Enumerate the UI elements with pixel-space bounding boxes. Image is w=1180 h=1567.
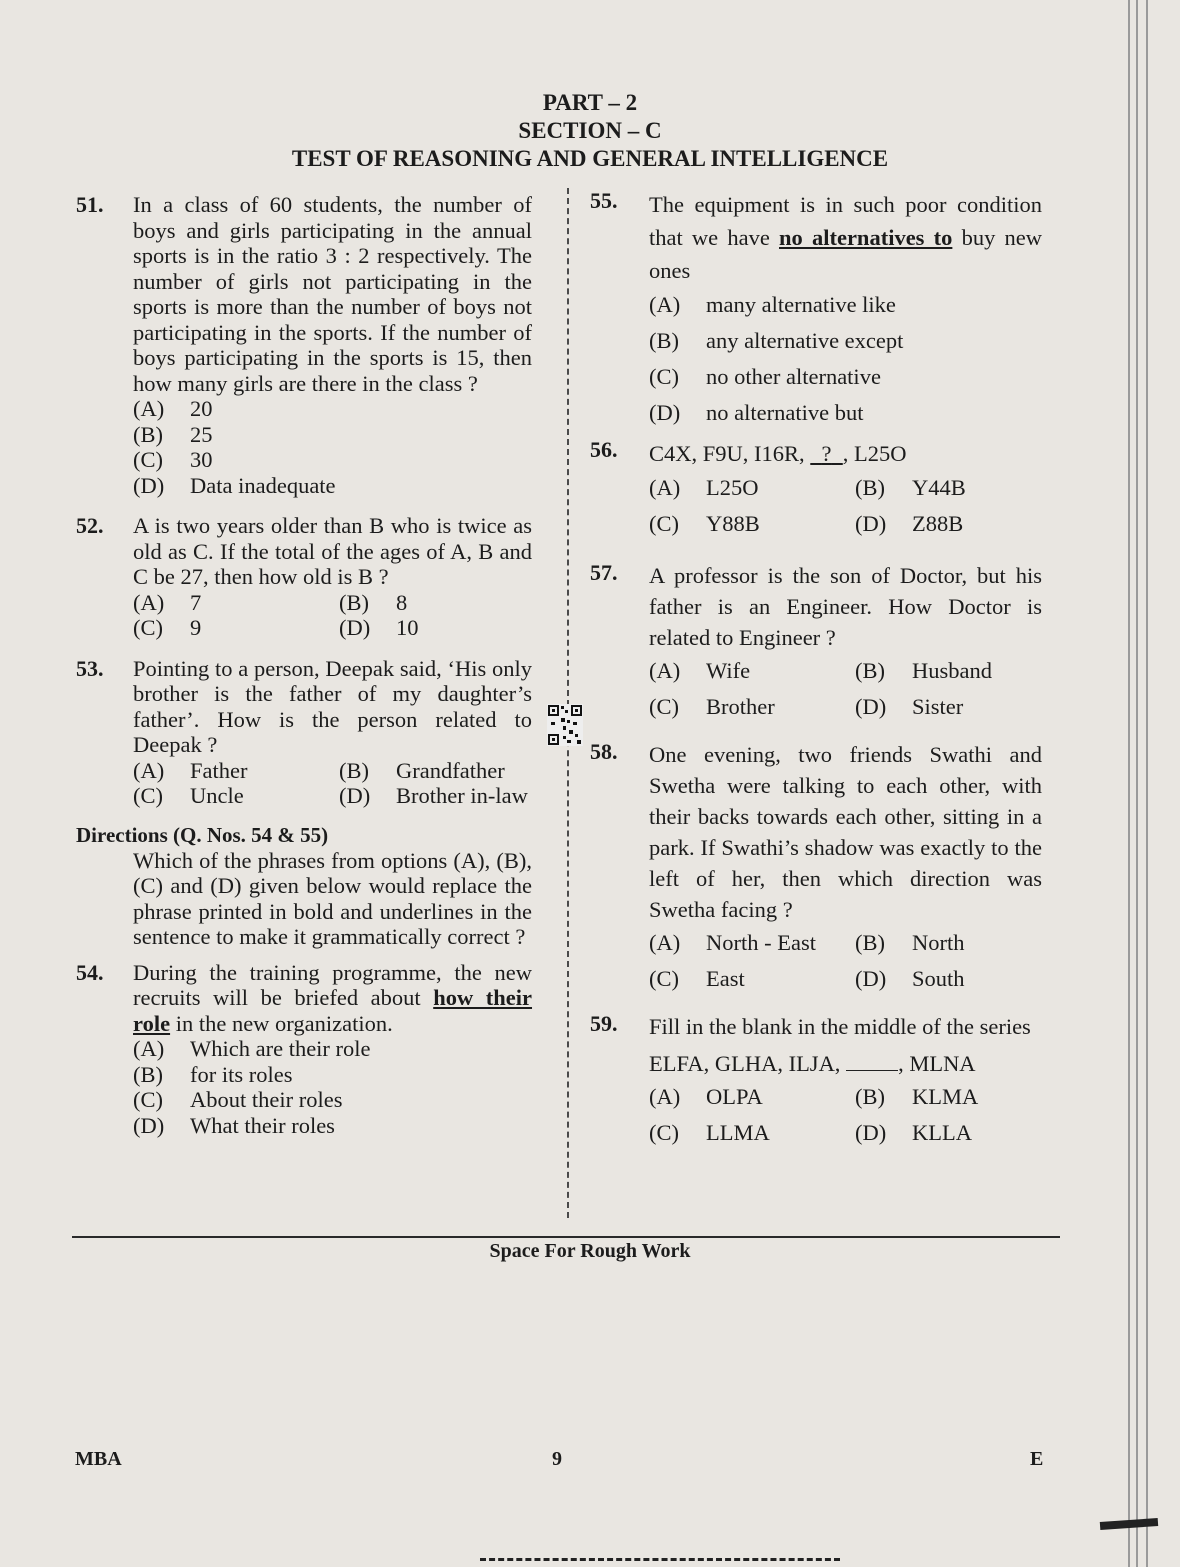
footer-subject: MBA bbox=[75, 1448, 122, 1470]
option[interactable]: (A) 20 bbox=[133, 396, 213, 421]
option[interactable]: (B) 25 bbox=[133, 421, 213, 447]
option[interactable]: (B) 8 bbox=[339, 589, 408, 615]
option[interactable]: (A) Wife bbox=[649, 658, 751, 683]
option[interactable]: (D) 10 bbox=[339, 615, 419, 640]
rough-work-label: Space For Rough Work bbox=[489, 1240, 691, 1262]
question-number: 56. bbox=[590, 437, 618, 462]
option[interactable]: (C) Uncle bbox=[133, 783, 244, 808]
option[interactable]: (D) no alternative but bbox=[649, 400, 864, 425]
option[interactable]: (D) Sister bbox=[855, 694, 964, 719]
question-text: The equipment is in such poor condition that we have no alternatives to buy new ones bbox=[649, 192, 1042, 283]
option[interactable]: (D) KLLA bbox=[855, 1120, 972, 1145]
option[interactable]: (D) Z88B bbox=[855, 511, 964, 536]
option[interactable]: (C) About their roles bbox=[133, 1087, 343, 1112]
option[interactable]: (B) KLMA bbox=[855, 1084, 979, 1109]
question-number: 55. bbox=[590, 188, 618, 213]
bottom-dash-line bbox=[480, 1558, 840, 1561]
option[interactable]: (B) Y44B bbox=[855, 475, 966, 500]
question-text: One evening, two friends Swathi and Swetha were talking to each other, with their backs towards each other, sitting in a park. If Swathi’s shadow was exactly to the left of her, then which direction was Swetha facing ? bbox=[649, 742, 1042, 922]
option[interactable]: (B) for its roles bbox=[133, 1061, 293, 1087]
question-number: 54. bbox=[76, 959, 104, 985]
part-heading: PART – 2 bbox=[542, 90, 638, 115]
option[interactable]: (C) East bbox=[649, 966, 745, 991]
question-57 bbox=[590, 560, 1042, 725]
option[interactable]: (B) any alternative except bbox=[649, 328, 904, 353]
question-number: 53. bbox=[76, 655, 104, 681]
option[interactable]: (C) 30 bbox=[133, 447, 213, 472]
question-58 bbox=[590, 739, 1042, 997]
qr-code-icon bbox=[547, 704, 583, 746]
option[interactable]: (A) North - East bbox=[649, 930, 816, 955]
question-text: In a class of 60 students, the number of boys and girls participating in the annual sports is in the ratio 3 : 2 respectively. The number of girls not participating in the sports is more than the number of boys not participating in the sports. If the number of boys participating in the sports is 15, then how many girls are there in the class ? bbox=[133, 192, 532, 396]
option[interactable]: (C) Brother bbox=[649, 694, 775, 719]
question-number: 52. bbox=[76, 513, 104, 538]
question-51 bbox=[76, 192, 532, 498]
question-text: A is two years older than B who is twice as old as C. If the total of the ages of A, B and C be 27, then how old is B ? bbox=[133, 513, 532, 589]
question-53 bbox=[76, 656, 532, 809]
question-number: 51. bbox=[76, 192, 104, 217]
page-number: 9 bbox=[552, 1448, 562, 1470]
question-52 bbox=[76, 513, 532, 641]
option[interactable]: (B) North bbox=[855, 930, 965, 955]
question-text: C4X, F9U, I16R, ? , L25O bbox=[649, 441, 907, 466]
option[interactable]: (C) Y88B bbox=[649, 511, 760, 536]
question-text: During the training programme, the new recruits will be briefed about how their role in the new organization. bbox=[133, 959, 533, 1036]
option[interactable]: (A) Which are their role bbox=[133, 1036, 371, 1061]
question-number: 58. bbox=[590, 739, 618, 764]
option[interactable]: (B) Husband bbox=[855, 658, 992, 683]
test-title: TEST OF REASONING AND GENERAL INTELLIGENCE bbox=[291, 146, 889, 171]
column-divider bbox=[567, 188, 569, 1218]
section-heading: SECTION – C bbox=[518, 118, 662, 143]
binding-edge-line bbox=[1146, 0, 1148, 1567]
directions-block bbox=[76, 823, 532, 950]
question-number: 59. bbox=[590, 1011, 618, 1036]
question-56 bbox=[590, 437, 1042, 542]
left-column bbox=[76, 192, 532, 1138]
binding-edge-line bbox=[1128, 0, 1130, 1567]
option[interactable]: (A) many alternative like bbox=[649, 292, 896, 317]
question-number: 57. bbox=[590, 560, 618, 585]
option[interactable]: (A) OLPA bbox=[649, 1084, 763, 1109]
footer-series: E bbox=[1030, 1448, 1044, 1470]
question-54 bbox=[76, 960, 532, 1139]
series-text: ELFA, GLHA, ILJA, , MLNA bbox=[649, 1051, 976, 1076]
option[interactable]: (C) no other alternative bbox=[649, 364, 881, 389]
option[interactable]: (A) L25O bbox=[649, 475, 759, 500]
option[interactable]: (D) What their roles bbox=[133, 1112, 335, 1138]
directions-heading: Directions (Q. Nos. 54 & 55) bbox=[76, 822, 329, 847]
option[interactable]: (B) Grandfather bbox=[339, 757, 505, 783]
option[interactable]: (D) South bbox=[855, 966, 965, 991]
option[interactable]: (A) Father bbox=[133, 757, 248, 783]
question-text: Fill in the blank in the middle of the series bbox=[649, 1014, 1031, 1039]
option[interactable]: (D) Data inadequate bbox=[133, 472, 336, 498]
question-55 bbox=[590, 188, 1042, 431]
option[interactable]: (A) 7 bbox=[133, 589, 202, 615]
option[interactable]: (D) Brother in-law bbox=[339, 783, 528, 808]
question-text: A professor is the son of Doctor, but his father is an Engineer. How Doctor is related to Engineer ? bbox=[649, 563, 1042, 650]
option[interactable]: (C) LLMA bbox=[649, 1120, 770, 1145]
question-59 bbox=[590, 1011, 1042, 1151]
option[interactable]: (C) 9 bbox=[133, 615, 202, 640]
question-text: Pointing to a person, Deepak said, ‘His only brother is the father of my daughter’s father’. How is the person related to Deepak ? bbox=[133, 655, 532, 757]
rough-work-divider bbox=[72, 1236, 1060, 1238]
directions-text: Which of the phrases from options (A), (B), (C) and (D) given below would replace the phrase printed in bold and underlines in the sentence to make it grammatically correct ? bbox=[133, 847, 532, 949]
right-column bbox=[590, 188, 1042, 1151]
binding-edge-line bbox=[1136, 0, 1138, 1567]
